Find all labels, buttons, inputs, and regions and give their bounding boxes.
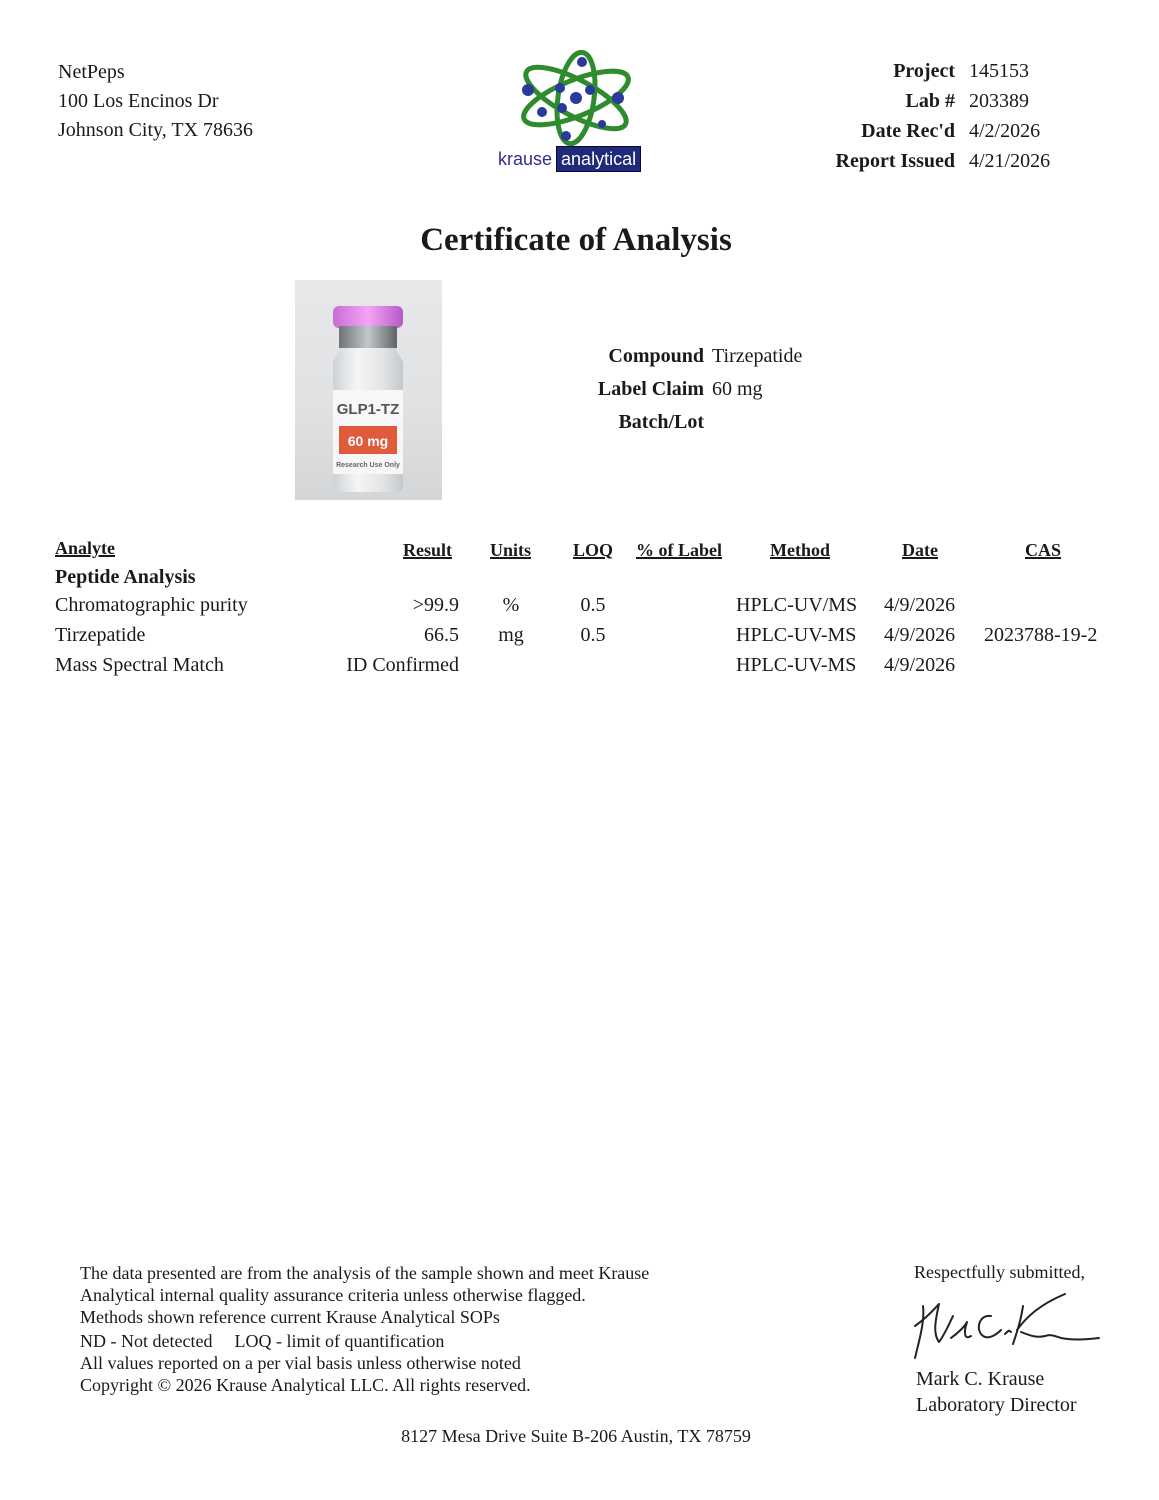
cell-analyte: Chromatographic purity [55,594,248,616]
cell-date: 4/9/2026 [884,624,956,646]
meta-label: Date Rec'd [861,119,955,142]
meta-value: 4/2/2026 [969,119,1041,142]
table-header [0,536,1159,560]
page-title: Certificate of Analysis [420,222,732,258]
sample-compound [560,340,802,373]
cell-analyte: Mass Spectral Match [55,654,224,676]
cell-method: HPLC-UV/MS [736,594,858,616]
meta-value: 203389 [969,89,1029,112]
vial-note-text: Research Use Only [336,462,400,469]
header-cas: CAS [1025,540,1062,560]
cell-result: >99.9 [412,594,459,616]
cell-units: % [502,594,520,616]
signer-block [916,1366,1076,1418]
cell-analyte: Tirzepatide [55,624,146,646]
sample-vial-photo [295,280,442,500]
client-name: NetPeps [58,61,125,83]
client-city: Johnson City, TX 78636 [58,119,254,141]
meta-date-received [800,116,1050,146]
logo-word-analytical: analytical [556,146,641,172]
footer-line: Analytical internal quality assurance criteria unless otherwise flagged. [80,1285,586,1305]
meta-label: Lab # [905,89,955,112]
table-row [0,654,1159,684]
copyright: Copyright © 2026 Krause Analytical LLC. All rights reserved. [80,1375,531,1395]
footer-line: Methods shown reference current Krause Analytical SOPs [80,1307,500,1327]
lab-address: 8127 Mesa Drive Suite B-206 Austin, TX 78759 [401,1426,751,1446]
cell-date: 4/9/2026 [884,594,956,616]
header-date: Date [902,540,938,560]
header-result: Result [403,540,452,560]
vial-brand-text: GLP1-TZ [336,401,400,418]
footer-notes [80,1262,649,1396]
nd-definition: ND - Not detected [80,1331,213,1351]
handwritten-signature [905,1286,1105,1366]
sample-info [560,340,802,439]
sample-label: Label Claim [597,378,704,400]
meta-project [800,56,1050,86]
loq-definition: LOQ - limit of quantification [234,1331,445,1351]
meta-value: 4/21/2026 [969,149,1051,172]
sample-batch-lot [560,406,802,439]
header-loq: LOQ [573,540,614,560]
cell-result: ID Confirmed [346,654,459,676]
signer-name: Mark C. Krause [916,1368,1045,1390]
meta-label: Report Issued [835,149,955,172]
client-address [58,58,253,145]
sample-label: Batch/Lot [618,411,704,433]
sample-value: 60 mg [712,378,763,400]
header-method: Method [770,540,830,560]
cell-units: mg [498,624,524,646]
cell-loq: 0.5 [580,594,606,616]
meta-value: 145153 [969,59,1029,82]
footer-definitions [80,1330,649,1352]
client-street: 100 Los Encinos Dr [58,90,219,112]
header-analyte: Analyte [55,538,115,558]
table-row [0,624,1159,654]
cell-loq: 0.5 [580,624,606,646]
cell-method: HPLC-UV-MS [736,654,857,676]
header-pct-label: % of Label [636,540,723,560]
header-units: Units [490,540,532,560]
cell-date: 4/9/2026 [884,654,956,676]
table-row [0,594,1159,624]
meta-label: Project [893,59,955,82]
meta-lab-number [800,86,1050,116]
cell-result: 66.5 [424,624,459,646]
krause-analytical-logo [498,50,663,178]
atom-icon [498,50,663,150]
report-meta [800,56,1050,176]
signer-title: Laboratory Director [916,1394,1077,1416]
footer-line: All values reported on a per vial basis unless otherwise noted [80,1353,521,1373]
meta-report-issued [800,146,1050,176]
sample-label-claim [560,373,802,406]
sample-value: Tirzepatide [712,345,803,367]
vial-illustration [295,280,442,500]
section-peptide-analysis: Peptide Analysis [55,566,196,588]
sample-label: Compound [608,345,704,367]
logo-word-krause: krause [498,148,553,169]
logo-wordmark [498,146,641,172]
submitted-text: Respectfully submitted, [914,1262,1085,1282]
cell-cas: 2023788-19-2 [984,624,1098,646]
cell-method: HPLC-UV-MS [736,624,857,646]
vial-dose-text: 60 mg [347,433,389,449]
footer-line: The data presented are from the analysis of the sample shown and meet Krause [80,1263,650,1283]
